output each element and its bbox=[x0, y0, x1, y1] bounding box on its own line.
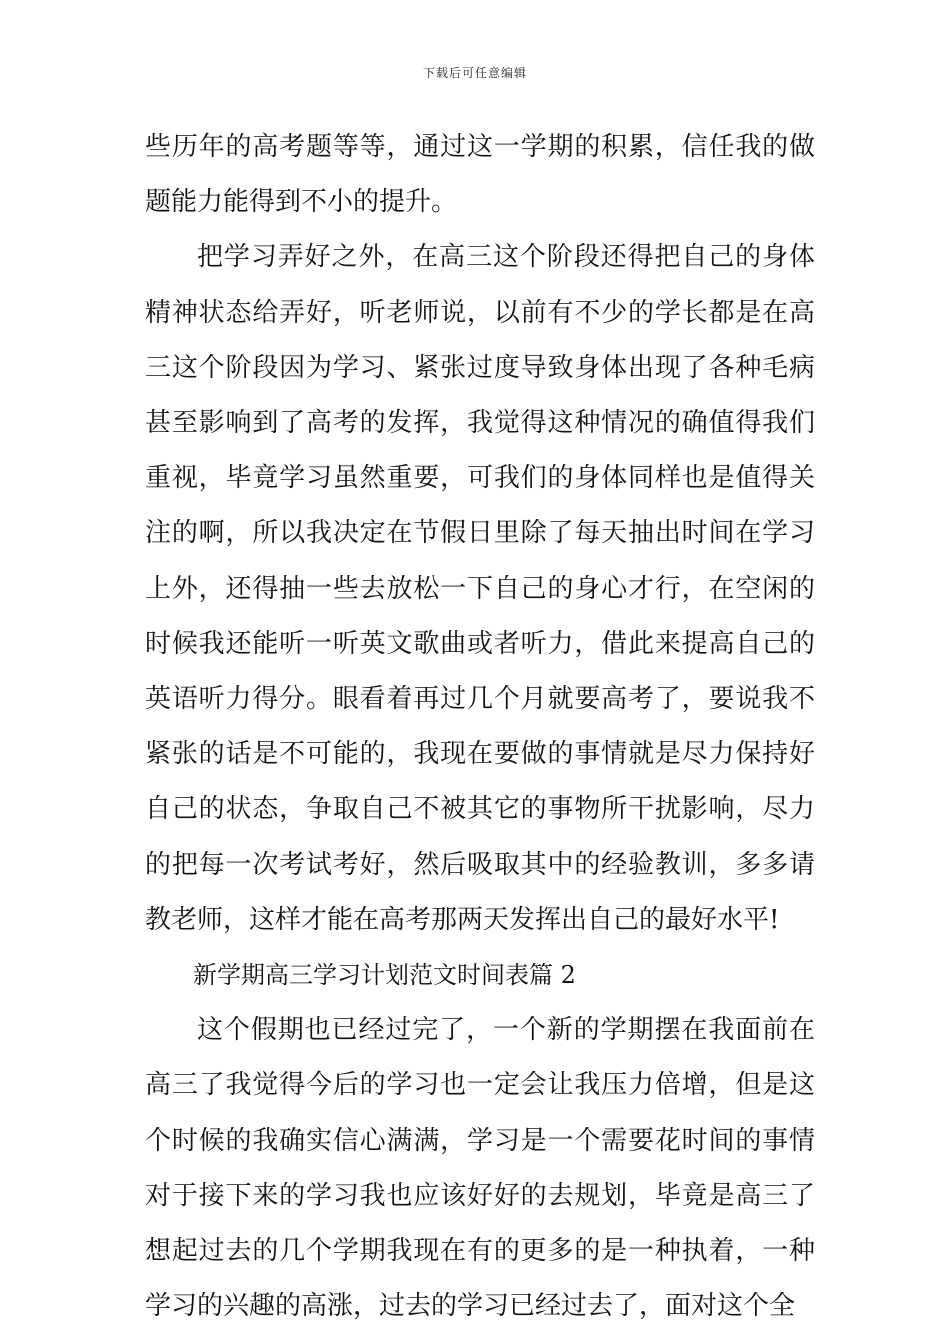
page-header: 下载后可任意编辑 bbox=[422, 66, 527, 80]
paragraph-new-semester: 这个假期也已经过完了，一个新的学期摆在我面前在高三了我觉得今后的学习也一定会让我压力倍增，但是这个时候的我确实信心满满，学习是一个需要花时间的事情对于接下来的学习我也应该好好的去规划，毕竟是高三了想起过去的几个学期我现在有的更多的是一种执着，一种学习的兴趣的高涨，过去的学习已经过去了，面对这个全 bbox=[145, 1015, 815, 1322]
section-heading: 新学期高三学习计划范文时间表篇 2 bbox=[193, 961, 576, 990]
paragraph-health: 把学习弄好之外，在高三这个阶段还得把自己的身体精神状态给弄好，听老师说，以前有不少的学长都是在高三这个阶段因为学习、紧张过度导致身体出现了各种毛病甚至影响到了高考的发挥，我觉得这种情况的确值得我们重视，毕竟学习虽然重要，可我们的身体同样也是值得关注的啊，所以我决定在节假日里除了每天抽出时间在学习上外，还得抽一些去放松一下自己的身心才行，在空闲的时候我还能听一听英文歌曲或者听力，借此来提高自己的英语听力得分。眼看着再过几个月就要高考了，要说我不紧张的话是不可能的，我现在要做的事情就是尽力保持好自己的状态，争取自己不被其它的事物所干扰影响，尽力的把每一次考试考好，然后吸取其中的经验教训，多多请教老师，这样才能在高考那两天发挥出自己的最好水平! bbox=[145, 242, 815, 935]
paragraph-continuation: 些历年的高考题等等，通过这一学期的积累，信任我的做题能力能得到不小的提升。 bbox=[145, 132, 815, 218]
document-body bbox=[145, 120, 815, 1334]
